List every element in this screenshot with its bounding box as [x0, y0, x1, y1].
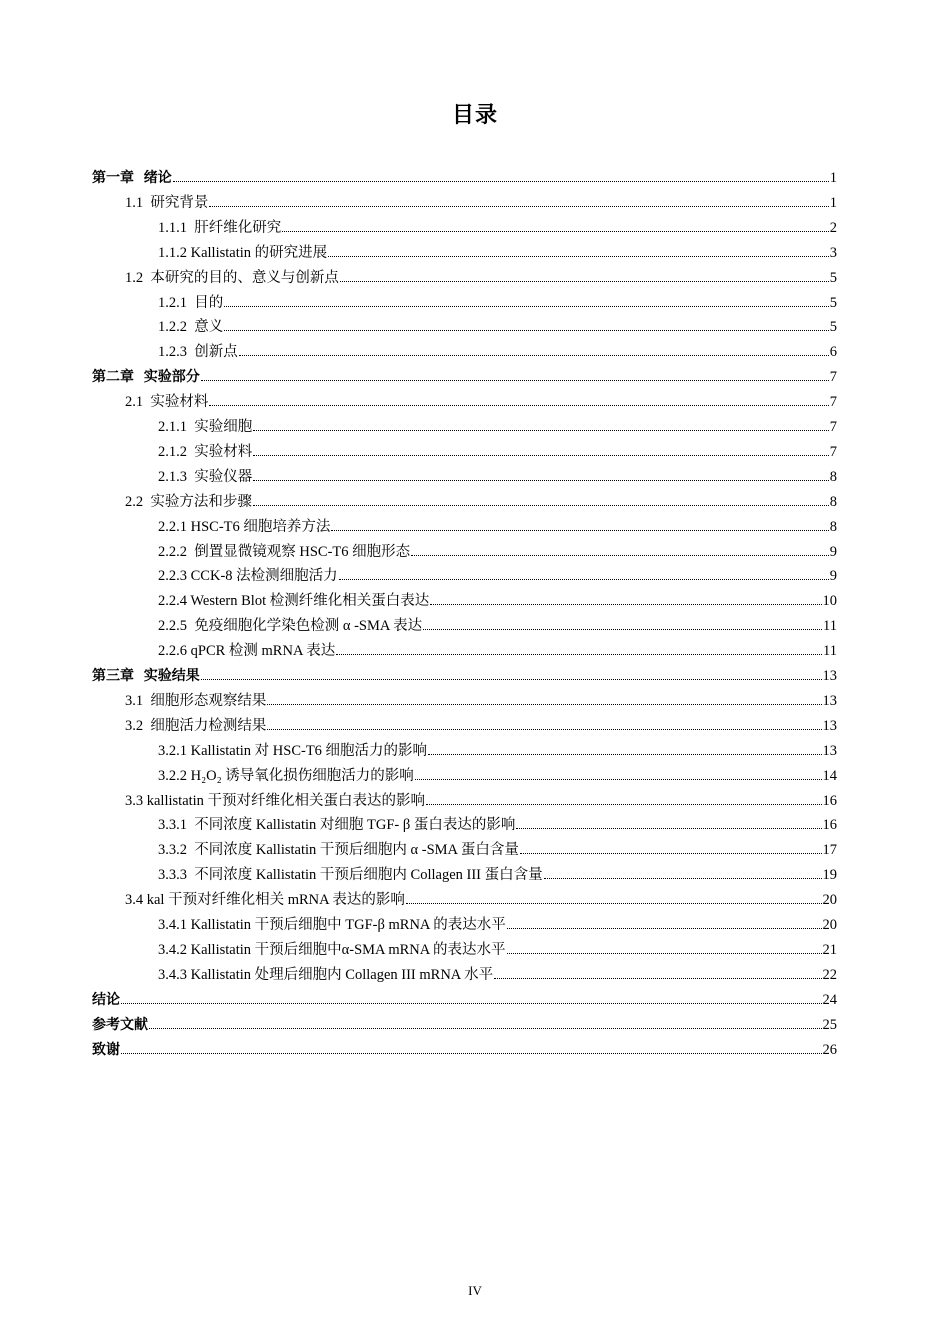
toc-entry-label: 1.1.1 肝纤维化研究 — [158, 219, 282, 236]
toc-entry-label: 2.2.4 Western Blot 检测纤维化相关蛋白表达 — [158, 593, 430, 610]
toc-entry[interactable] — [92, 1039, 837, 1061]
toc-entry[interactable] — [158, 292, 837, 314]
toc-entry-label: 结论 — [92, 991, 120, 1008]
toc-entry-label: 3.4.3 Kallistatin 处理后细胞内 Collagen III mRNA 水平 — [158, 966, 494, 983]
toc-entry-page: 11 — [823, 618, 837, 635]
toc-entry-label: 2.2.1 HSC-T6 细胞培养方法 — [158, 518, 331, 535]
toc-entry-label: 2.1.1 实验细胞 — [158, 419, 253, 435]
toc-entry[interactable] — [158, 466, 837, 488]
toc-entry[interactable] — [92, 167, 837, 189]
toc-entry[interactable] — [158, 590, 837, 612]
toc-entry-label: 第三章 实验结果 — [92, 668, 200, 684]
toc-entry-label: 3.2.2 H₂O₂ 诱导氧化损伤细胞活力的影响 — [158, 767, 414, 784]
toc-entry-page: 13 — [822, 742, 837, 759]
dot-leader — [149, 1028, 822, 1029]
toc-entry[interactable] — [158, 765, 837, 787]
toc-entry[interactable] — [125, 790, 837, 812]
toc-entry-page: 9 — [829, 543, 837, 560]
toc-entry[interactable] — [158, 217, 837, 239]
toc-entry-page: 24 — [822, 991, 837, 1008]
dot-leader — [430, 604, 821, 605]
toc-entry-label: 3.3.3 不同浓度 Kallistatin 干预后细胞内 Collagen III 蛋白含量 — [158, 867, 543, 884]
toc-entry-label: 2.2.3 CCK-8 法检测细胞活力 — [158, 568, 338, 585]
dot-leader — [239, 355, 829, 356]
toc-entry-label: 第二章 实验部分 — [92, 369, 200, 386]
dot-leader — [253, 480, 829, 481]
toc-entry-page: 1 — [829, 194, 837, 211]
toc-entry-label: 3.3.1 不同浓度 Kallistatin 对细胞 TGF- β 蛋白表达的影响 — [158, 817, 516, 834]
toc-entry-page: 6 — [829, 344, 837, 361]
toc-entry-page: 13 — [822, 692, 837, 709]
dot-leader — [121, 1053, 822, 1054]
dot-leader — [224, 306, 829, 307]
dot-leader — [331, 530, 828, 531]
dot-leader — [415, 779, 822, 780]
dot-leader — [253, 455, 829, 456]
toc-entry[interactable] — [92, 1014, 837, 1036]
toc-entry-label: 1.1 研究背景 — [125, 194, 209, 211]
toc-entry[interactable] — [158, 814, 837, 836]
toc-entry-page: 13 — [822, 668, 837, 684]
dot-leader — [201, 679, 822, 680]
dot-leader — [544, 878, 822, 879]
toc-entry-label: 3.1 细胞形态观察结果 — [125, 692, 267, 709]
toc-entry[interactable] — [125, 267, 837, 289]
toc-entry-label: 2.2.5 免疫细胞化学染色检测 α -SMA 表达 — [158, 618, 423, 635]
dot-leader — [253, 430, 829, 431]
dot-leader — [411, 555, 829, 556]
toc-entry-page: 9 — [829, 568, 837, 585]
toc-entry-label: 3.3.2 不同浓度 Kallistatin 干预后细胞内 α -SMA 蛋白含量 — [158, 842, 519, 859]
toc-entry-label: 2.1.2 实验材料 — [158, 443, 253, 460]
toc-entry-page: 7 — [829, 419, 837, 435]
toc-entry-page: 16 — [822, 817, 837, 834]
dot-leader — [328, 256, 829, 257]
toc-entry-page: 16 — [822, 792, 837, 809]
toc-entry[interactable] — [158, 565, 837, 587]
toc-entry-page: 7 — [829, 369, 837, 386]
toc-entry[interactable] — [92, 989, 837, 1011]
dot-leader — [339, 579, 829, 580]
toc-entry-page: 22 — [822, 966, 837, 983]
toc-entry-page: 7 — [829, 394, 837, 411]
toc-entry-label: 3.2.1 Kallistatin 对 HSC-T6 细胞活力的影响 — [158, 742, 428, 759]
toc-entry-label: 2.2.6 qPCR 检测 mRNA 表达 — [158, 643, 336, 660]
toc-entry-page: 25 — [822, 1016, 837, 1033]
toc-entry[interactable] — [125, 715, 837, 737]
toc-entry[interactable] — [158, 839, 837, 861]
dot-leader — [209, 405, 828, 406]
dot-leader — [423, 629, 822, 630]
toc-title: 目录 — [451, 103, 498, 128]
toc-entry-label: 1.2.2 意义 — [158, 319, 224, 336]
toc-entry-label: 3.2 细胞活力检测结果 — [125, 717, 267, 734]
toc-entry[interactable] — [158, 640, 837, 662]
dot-leader — [428, 754, 821, 755]
toc-entry-label: 3.4.2 Kallistatin 干预后细胞中α-SMA mRNA 的表达水平 — [158, 941, 506, 958]
dot-leader — [520, 853, 822, 854]
toc-entry-page: 10 — [822, 593, 837, 610]
dot-leader — [121, 1003, 822, 1004]
toc-entry-label: 2.1.3 实验仪器 — [158, 468, 253, 485]
toc-entry[interactable] — [158, 441, 837, 463]
dot-leader — [507, 928, 822, 929]
toc-entry[interactable] — [125, 690, 837, 712]
dot-leader — [336, 654, 822, 655]
dot-leader — [267, 704, 821, 705]
toc-entry-label: 2.2.2 倒置显微镜观察 HSC-T6 细胞形态 — [158, 543, 411, 560]
dot-leader — [507, 953, 822, 954]
toc-entry-page: 17 — [822, 842, 837, 859]
toc-entry-label: 致谢 — [92, 1041, 120, 1058]
dot-leader — [253, 505, 829, 506]
dot-leader — [494, 978, 821, 979]
toc-entry-label: 2.2 实验方法和步骤 — [125, 493, 252, 510]
toc-entry-page: 5 — [829, 319, 837, 336]
dot-leader — [173, 181, 829, 182]
toc-entry-page: 2 — [829, 219, 837, 236]
dot-leader — [516, 828, 821, 829]
toc-entry[interactable] — [158, 316, 837, 338]
toc-entry[interactable] — [158, 914, 837, 936]
dot-leader — [282, 231, 829, 232]
toc-entry-label: 2.1 实验材料 — [125, 394, 209, 411]
toc-entry[interactable] — [158, 541, 837, 563]
toc-entry-label: 3.4 kal 干预对纤维化相关 mRNA 表达的影响 — [125, 892, 405, 909]
toc-entry-page: 19 — [822, 867, 837, 884]
toc-entry-label: 1.2 本研究的目的、意义与创新点 — [125, 269, 339, 286]
toc-entry-page: 5 — [829, 294, 837, 311]
toc-entry[interactable] — [158, 864, 837, 886]
toc-entry[interactable] — [158, 964, 837, 986]
toc-entry-page: 8 — [829, 493, 837, 510]
toc-entry[interactable] — [158, 939, 837, 961]
toc-entry[interactable] — [92, 665, 837, 687]
page-number: IV — [468, 1283, 482, 1298]
toc-entry[interactable] — [125, 192, 837, 214]
toc-entry-page: 13 — [822, 717, 837, 734]
dot-leader — [224, 330, 829, 331]
dot-leader — [267, 729, 821, 730]
toc-entry-page: 26 — [822, 1041, 837, 1058]
toc-entry-page: 8 — [829, 518, 837, 535]
dot-leader — [406, 903, 822, 904]
toc-entry[interactable] — [158, 416, 837, 438]
dot-leader — [426, 804, 821, 805]
toc-entry[interactable] — [158, 341, 837, 363]
toc-entry[interactable] — [125, 391, 837, 413]
toc-entry-label: 参考文献 — [92, 1016, 148, 1033]
toc-entry-page: 20 — [822, 917, 837, 933]
toc-entry-label: 1.1.2 Kallistatin 的研究进展 — [158, 244, 328, 261]
toc-entry-label: 第一章 绪论 — [92, 170, 172, 186]
toc-entry-label: 3.3 kallistatin 干预对纤维化相关蛋白表达的影响 — [125, 792, 426, 809]
toc-entry[interactable] — [125, 491, 837, 513]
toc-entry-label: 1.2.1 目的 — [158, 294, 224, 311]
toc-entry-page: 11 — [823, 643, 837, 660]
toc-entry-page: 1 — [829, 170, 837, 186]
toc-entry[interactable] — [158, 242, 837, 264]
toc-entry-page: 21 — [822, 941, 837, 958]
toc-entry-page: 3 — [829, 244, 837, 261]
toc-entry-page: 5 — [829, 269, 837, 286]
toc-entry-page: 14 — [822, 767, 837, 784]
toc-entry-page: 8 — [829, 468, 837, 485]
toc-entry[interactable] — [158, 740, 837, 762]
toc-entry-label: 3.4.1 Kallistatin 干预后细胞中 TGF-β mRNA 的表达水平 — [158, 917, 506, 933]
toc-entry-page: 20 — [822, 892, 837, 909]
toc-entry[interactable] — [158, 615, 837, 637]
dot-leader — [209, 206, 828, 207]
toc-entry[interactable] — [92, 366, 837, 388]
toc-entry-page: 7 — [829, 443, 837, 460]
dot-leader — [201, 380, 829, 381]
toc-entry[interactable] — [125, 889, 837, 911]
toc-entry[interactable] — [158, 516, 837, 538]
toc-entry-label: 1.2.3 创新点 — [158, 344, 238, 361]
dot-leader — [340, 281, 829, 282]
